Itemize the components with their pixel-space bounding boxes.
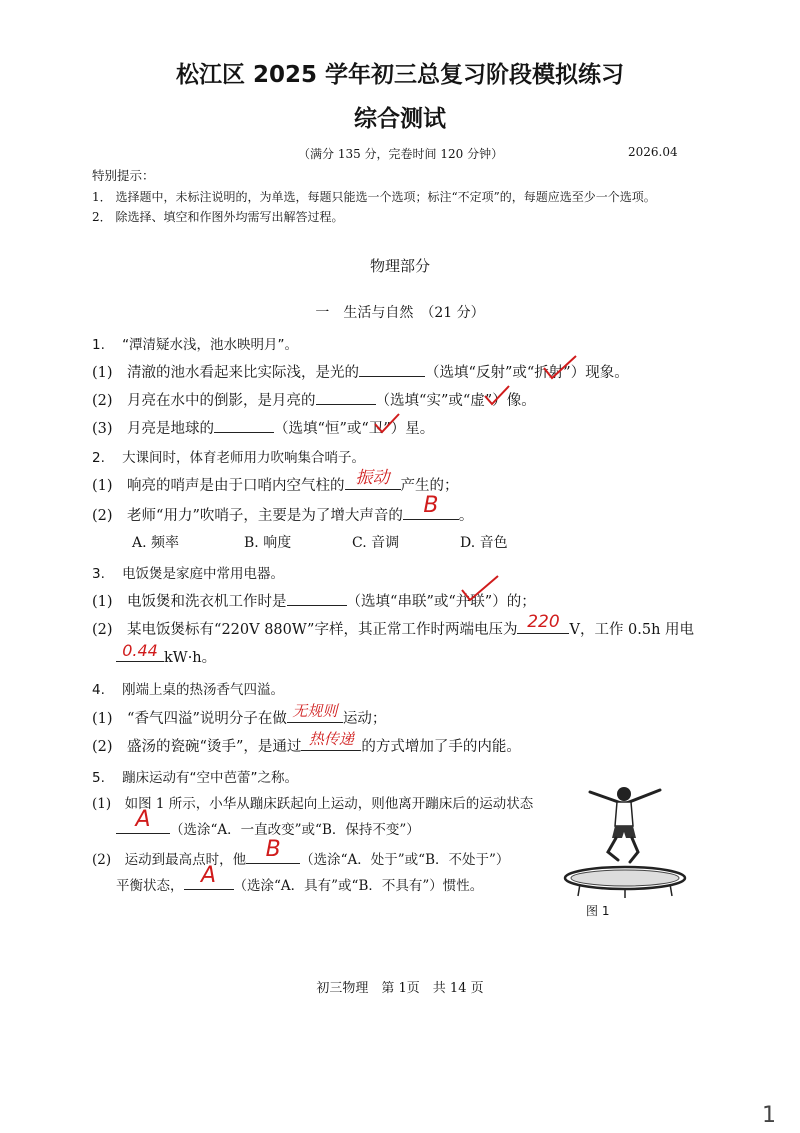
check-mark-icon <box>482 384 512 408</box>
q5-sub2-hint: （选涂“A．处于”或“B．不处于”） <box>300 852 510 868</box>
check-mark-icon <box>540 354 580 382</box>
q3-number: 3. <box>92 566 105 582</box>
q5-sub1-cont <box>116 807 420 838</box>
q1-sub1-text: (1) 清澈的池水看起来比实际浅，是光的 <box>92 365 360 382</box>
q1-sub1-blank[interactable] <box>359 361 425 377</box>
page-number: 1 <box>762 1103 776 1128</box>
q4-sub2-blank[interactable] <box>301 730 361 751</box>
q5-sub1: (1) 如图 1 所示，小华从蹦床跃起向上运动，则他离开蹦床后的运动状态 <box>92 796 534 812</box>
q2-number: 2. <box>92 450 105 466</box>
q2-option-d[interactable]: D. 音色 <box>460 535 508 551</box>
q1-sub3-text: (3) 月亮是地球的 <box>92 421 215 438</box>
q5-sub2-blank[interactable] <box>246 837 300 864</box>
exam-date: 2026.04 <box>628 145 678 159</box>
q3-sub1-text: (1) 电饭煲和洗衣机工作时是 <box>92 594 287 611</box>
q4-sub2-text: (2) 盛汤的瓷碗“烫手”，是通过 <box>92 739 302 756</box>
q5-stem <box>92 766 298 786</box>
q2-sub1-hint: 产生的； <box>400 478 459 495</box>
q5-number: 5. <box>92 770 105 786</box>
section-heading: 一 生活与自然 （21 分） <box>315 305 485 321</box>
q3-sub1-blank[interactable] <box>287 590 347 606</box>
q5-sub1-answer: A <box>135 807 151 832</box>
q1-sub1-hint: （选填“反射”或“折射”）现象。 <box>425 365 629 382</box>
q4-stem <box>92 678 284 698</box>
q3-text: 电饭煲是家庭中常用电器。 <box>122 566 285 582</box>
exam-info: （满分 135 分，完卷时间 120 分钟） <box>298 147 504 161</box>
q2-option-b[interactable]: B. 响度 <box>244 535 292 551</box>
q3-stem <box>92 562 284 582</box>
check-mark-icon <box>458 574 502 604</box>
q1-sub2 <box>92 389 536 410</box>
q4-sub1-hint: 运动； <box>342 711 387 728</box>
q1-sub3-blank[interactable] <box>214 417 274 433</box>
notice-item-2: 2． 除选择、填空和作图外均需写出解答过程。 <box>92 210 344 224</box>
trampoline-figure <box>560 780 690 900</box>
q5-sub2-hint-2: （选涂“A．具有”或“B．不具有”）惯性。 <box>233 878 484 894</box>
q5-sub1-blank[interactable] <box>116 807 170 834</box>
q4-text: 刚端上桌的热汤香气四溢。 <box>122 682 285 698</box>
part-title: 物理部分 <box>369 257 430 275</box>
q5-sub2-answer-2: A <box>200 863 217 888</box>
page-subtitle: 综合测试 <box>354 106 446 132</box>
page-footer: 初三物理 第 1页 共 14 页 <box>316 981 484 996</box>
q2-sub1-answer: 振动 <box>355 468 390 489</box>
q1-sub2-text: (2) 月亮在水中的倒影，是月亮的 <box>92 393 316 410</box>
q3-sub2-unit: kW·h。 <box>164 650 217 667</box>
check-mark-icon <box>372 412 402 436</box>
q4-sub1 <box>92 702 387 728</box>
q5-sub2-cont <box>116 863 484 894</box>
q3-sub2-text: (2) 某电饭煲标有“220V 880W”字样，其正常工作时两端电压为 <box>92 622 518 639</box>
q2-text: 大课间时，体育老师用力吹响集合哨子。 <box>122 450 366 466</box>
q1-sub2-blank[interactable] <box>316 389 376 405</box>
q2-sub2-answer: B <box>423 493 439 519</box>
q4-number: 4. <box>92 682 105 698</box>
q4-sub1-answer: 无规则 <box>292 702 338 721</box>
q1-sub3-hint: （选填“恒”或“卫”）星。 <box>274 421 435 438</box>
q4-sub1-blank[interactable] <box>287 702 343 723</box>
q3-sub2-cont <box>116 641 217 667</box>
q5-sub2-blank-2[interactable] <box>184 863 234 890</box>
figure-caption: 图 1 <box>586 904 610 918</box>
q5-sub2-answer: B <box>265 837 281 862</box>
q5-sub2 <box>92 837 510 868</box>
q2-option-c[interactable]: C. 音调 <box>352 535 400 551</box>
q3-sub2-answer-2: 0.44 <box>122 641 158 661</box>
q4-sub1-text: (1) “香气四溢”说明分子在做 <box>92 711 287 728</box>
q3-sub2-hint: V，工作 0.5h 用电 <box>569 622 695 639</box>
q1-number: 1. <box>92 337 105 353</box>
q2-sub1-text: (1) 响亮的哨声是由于口哨内空气柱的 <box>92 478 345 495</box>
q2-sub1 <box>92 468 459 495</box>
q4-sub2 <box>92 730 521 756</box>
q2-sub2 <box>92 493 474 525</box>
q4-sub2-hint: 的方式增加了手的内能。 <box>361 739 521 756</box>
q5-text: 蹦床运动有“空中芭蕾”之称。 <box>122 770 299 786</box>
q3-sub1-hint: （选填“串联”或“并联”）的； <box>346 594 536 611</box>
q1-text: “潭清疑水浅，池水映明月”。 <box>122 337 299 353</box>
q4-sub2-answer: 热传递 <box>308 730 354 749</box>
q3-sub2 <box>92 612 695 639</box>
notice-item-1: 1． 选择题中，未标注说明的，为单选，每题只能选一个选项；标注“不定项”的，每题应选至少一个选项。 <box>92 190 656 204</box>
q2-sub2-blank[interactable] <box>403 493 459 520</box>
q5-sub1-hint: （选涂“A．一直改变”或“B．保持不变”） <box>170 822 420 838</box>
q2-stem <box>92 446 365 466</box>
q1-stem <box>92 333 298 353</box>
q2-option-a[interactable]: A. 频率 <box>132 535 180 551</box>
notice-heading: 特别提示： <box>92 168 155 183</box>
q3-sub2-answer: 220 <box>527 612 560 633</box>
q5-sub2-text: (2) 运动到最高点时，他 <box>92 852 247 868</box>
q5-sub2-text-2: 平衡状态， <box>116 878 184 894</box>
q2-sub2-hint: 。 <box>458 508 474 525</box>
q3-sub2-blank[interactable] <box>517 612 569 634</box>
q2-sub1-blank[interactable] <box>345 468 401 490</box>
page-title: 松江区 2025 学年初三总复习阶段模拟练习 <box>175 62 625 88</box>
q1-sub2-hint: （选填“实”或“虚”）像。 <box>375 393 536 410</box>
q2-sub2-text: (2) 老师“用力”吹哨子，主要是为了增大声音的 <box>92 508 403 525</box>
q3-sub2-blank-2[interactable] <box>116 641 164 662</box>
